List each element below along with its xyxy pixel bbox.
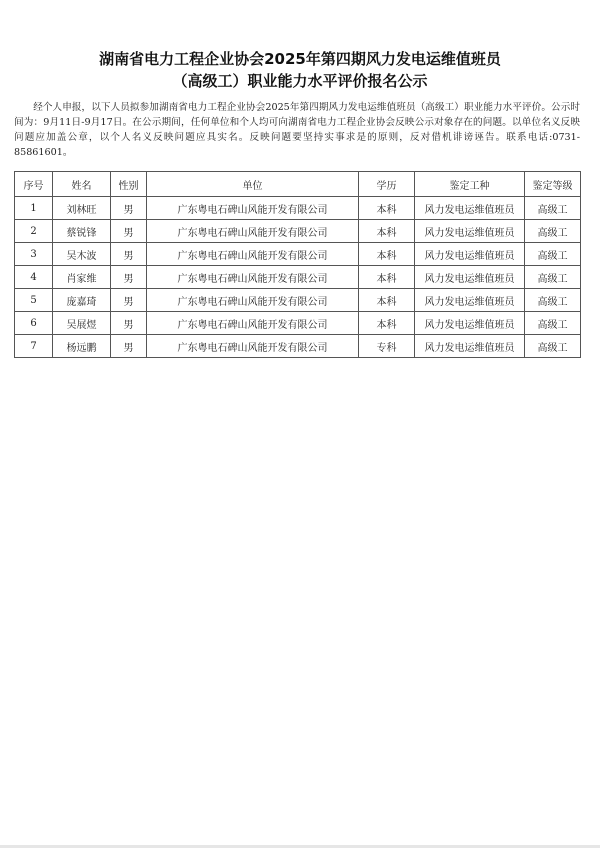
cell-name: 吴木波 — [53, 243, 111, 266]
cell-level: 高级工 — [525, 312, 581, 335]
cell-index: 7 — [15, 335, 53, 358]
cell-name: 肖家维 — [53, 266, 111, 289]
cell-trade: 风力发电运维值班员 — [415, 266, 525, 289]
cell-education: 专科 — [359, 335, 415, 358]
header-cell: 性别 — [111, 172, 147, 197]
cell-index: 5 — [15, 289, 53, 312]
cell-unit: 广东粤电石碑山风能开发有限公司 — [147, 312, 359, 335]
cell-education: 本科 — [359, 220, 415, 243]
intro-paragraph: 经个人申报，以下人员拟参加湖南省电力工程企业协会2025年第四期风力发电运维值班员（高级工）职业能力水平评价。公示时间为：9月11日-9月17日。在公示期间，任何单位和个人均可向湖南省电力工程企业协会反映公示对象存在的问题。以单位名义反映问题应加盖公章，以个人名义反映问题应具实名。反映问题要坚持实事求是的原则，反对借机诽谤诬告。联系电话:0731-85861601。 — [14, 102, 580, 158]
cell-level: 高级工 — [525, 197, 581, 220]
header-cell: 鉴定等级 — [525, 172, 581, 197]
cell-trade: 风力发电运维值班员 — [415, 312, 525, 335]
cell-name: 杨远鹏 — [53, 335, 111, 358]
cell-name: 吴展煜 — [53, 312, 111, 335]
header-cell: 学历 — [359, 172, 415, 197]
cell-unit: 广东粤电石碑山风能开发有限公司 — [147, 197, 359, 220]
cell-name: 庞嘉琦 — [53, 289, 111, 312]
cell-gender: 男 — [111, 335, 147, 358]
cell-education: 本科 — [359, 312, 415, 335]
title-line-1: 湖南省电力工程企业协会2025年第四期风力发电运维值班员 — [99, 50, 501, 68]
cell-level: 高级工 — [525, 220, 581, 243]
cell-gender: 男 — [111, 289, 147, 312]
cell-trade: 风力发电运维值班员 — [415, 289, 525, 312]
cell-index: 2 — [15, 220, 53, 243]
cell-education: 本科 — [359, 289, 415, 312]
cell-gender: 男 — [111, 312, 147, 335]
header-cell: 姓名 — [53, 172, 111, 197]
cell-trade: 风力发电运维值班员 — [415, 197, 525, 220]
cell-trade: 风力发电运维值班员 — [415, 220, 525, 243]
cell-level: 高级工 — [525, 289, 581, 312]
header-cell: 序号 — [15, 172, 53, 197]
cell-level: 高级工 — [525, 266, 581, 289]
table-row — [15, 335, 581, 358]
cell-unit: 广东粤电石碑山风能开发有限公司 — [147, 220, 359, 243]
table-row — [15, 266, 581, 289]
cell-unit: 广东粤电石碑山风能开发有限公司 — [147, 266, 359, 289]
title-line-2: （高级工）职业能力水平评价报名公示 — [172, 72, 428, 90]
cell-trade: 风力发电运维值班员 — [415, 243, 525, 266]
cell-index: 1 — [15, 197, 53, 220]
cell-education: 本科 — [359, 243, 415, 266]
table-row — [15, 312, 581, 335]
cell-education: 本科 — [359, 266, 415, 289]
cell-gender: 男 — [111, 220, 147, 243]
table-row — [15, 289, 581, 312]
header-cell: 鉴定工种 — [415, 172, 525, 197]
cell-level: 高级工 — [525, 243, 581, 266]
cell-name: 蔡锐锋 — [53, 220, 111, 243]
cell-index: 4 — [15, 266, 53, 289]
cell-gender: 男 — [111, 266, 147, 289]
cell-gender: 男 — [111, 197, 147, 220]
table-row — [15, 243, 581, 266]
table-row — [15, 220, 581, 243]
cell-gender: 男 — [111, 243, 147, 266]
cell-unit: 广东粤电石碑山风能开发有限公司 — [147, 335, 359, 358]
header-cell: 单位 — [147, 172, 359, 197]
table-header-row — [15, 172, 581, 197]
cell-unit: 广东粤电石碑山风能开发有限公司 — [147, 289, 359, 312]
document-title — [40, 48, 560, 92]
cell-education: 本科 — [359, 197, 415, 220]
cell-level: 高级工 — [525, 335, 581, 358]
cell-trade: 风力发电运维值班员 — [415, 335, 525, 358]
table-row — [15, 197, 581, 220]
cell-name: 刘林旺 — [53, 197, 111, 220]
cell-index: 6 — [15, 312, 53, 335]
cell-unit: 广东粤电石碑山风能开发有限公司 — [147, 243, 359, 266]
cell-index: 3 — [15, 243, 53, 266]
roster-table — [14, 171, 581, 358]
